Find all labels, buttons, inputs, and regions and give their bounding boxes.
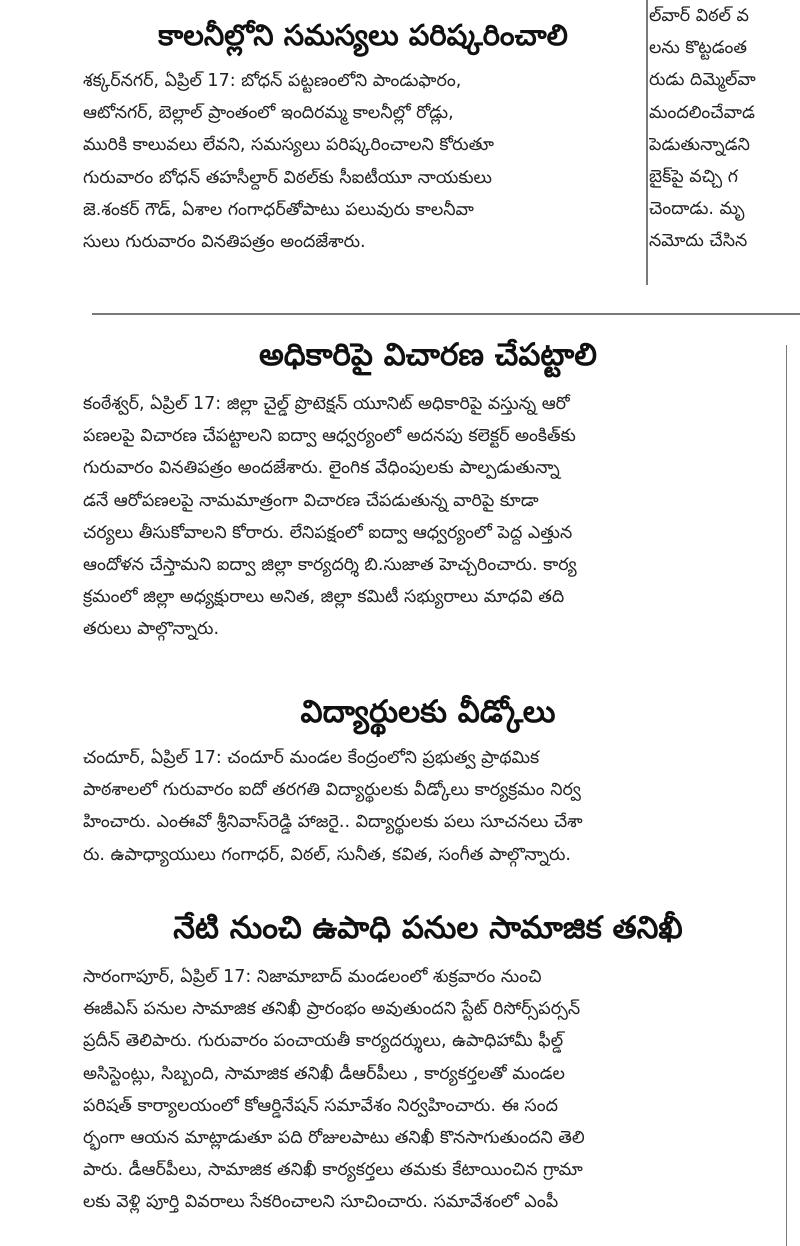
article-line: మందలించేవాడ (649, 102, 755, 123)
article-line: శక్కర్‌నగర్, ఏప్రిల్ 17: బోధన్ పట్టణంలోని పాండుఫారం, (83, 71, 462, 91)
article-line: పణలపై విచారణ చేపట్టాలని ఐద్వా ఆధ్వర్యంలో అదనపు కలెక్టర్ అంకిత్‌కు (83, 426, 576, 447)
article-line: లను కొట్టడంత (649, 38, 747, 59)
article-body-audit (83, 961, 773, 1219)
article-line: డనే ఆరోపణలపై నామమాత్రంగా విచారణ చేపడుతున్న వారిపై కూడా (83, 490, 539, 511)
article-line: నమోదు చేసిన (649, 231, 748, 252)
article-line: చందూర్, ఏప్రిల్ 17: చందూర్ మండల కేంద్రంలోని ప్రభుత్వ ప్రాథమిక (83, 748, 540, 768)
article-right-column-fragment (649, 0, 800, 282)
column-divider (646, 0, 648, 285)
section-divider (92, 313, 800, 315)
headline-colony-problems: కాలనీల్లోని సమస్యలు పరిష్కరించాలి (158, 18, 568, 52)
article-line: తరులు పాల్గొన్నారు. (83, 619, 220, 640)
article-line: లకు వెళ్లి పూర్తి వివరాలు సేకరించాలని సూచించారు. సమావేశంలో ఎంపీ (83, 1192, 559, 1213)
article-line: ల్‌వార్ విఠల్ వ (649, 6, 749, 26)
article-line: బైక్‌పై వచ్చి గ (649, 167, 738, 188)
article-line: జె.శంకర్ గౌడ్, ఏశాల గంగాధర్‌తోపాటు పలువురు కాలనీవా (83, 199, 474, 220)
article-line: కంఠేశ్వర్, ఏప్రిల్ 17: జిల్లా చైల్డ్ ప్రొటెక్షన్ యూనిట్ అధికారిపై వస్తున్న ఆరో (83, 394, 570, 414)
article-line: పాఠశాలలో గురువారం ఐదో తరగతి విద్యార్థులకు వీడ్కోలు కార్యక్రమం నిర్వ (83, 780, 581, 801)
article-line: పారు. డీఆర్‌పీలు, సామాజిక తనిఖీ కార్యకర్తలు తమకు కేటాయించిన గ్రామా (83, 1160, 583, 1181)
article-line: హించారు. ఎంఈవో శ్రీనివాస్‌రెడ్డి హాజరై.. విద్యార్థులకు పలు సూచనలు చేశా (83, 812, 583, 833)
article-line: చర్యలు తీసుకోవాలని కోరారు. లేనిపక్షంలో ఐద్వా ఆధ్వర్యంలో పెద్ద ఎత్తున (83, 522, 573, 543)
article-social-audit (83, 905, 773, 1246)
article-line: చెందాడు. మృ (649, 199, 745, 220)
article-line: ఆటోనగర్, బెల్లాల్ ప్రాంతంలో ఇందిరమ్మ కాలనీల్లో రోడ్లు, (83, 103, 454, 124)
article-line: గురువారం బోధన్ తహసీల్దార్ విఠల్‌కు సీఐటీయూ నాయకులు (83, 167, 492, 188)
article-body-colony (83, 65, 643, 258)
article-line: రు. ఉపాధ్యాయులు గంగాధర్, విఠల్, సునీత, కవిత, సంగీత పాల్గొన్నారు. (83, 844, 571, 865)
article-line: సులు గురువారం వినతిపత్రం అందజేశారు. (83, 232, 366, 253)
article-body-officer (83, 388, 773, 646)
article-line: ర్భంగా ఆయన మాట్లాడుతూ పది రోజులపాటు తనిఖీ కొనసాగుతుందని తెలి (83, 1128, 585, 1149)
article-line: ఈజీఎస్ పనుల సామాజిక తనిఖీ ప్రారంభం అవుతుందని స్టేట్ రిసోర్స్‌పర్సన్ (83, 999, 581, 1020)
headline-social-audit: నేటి నుంచి ఉపాధి పనుల సామాజిక తనిఖీ (173, 910, 683, 946)
article-line: మురికి కాలువలు లేవని, సమస్యలు పరిష్కరించాలని కోరుతూ (83, 135, 494, 156)
article-body-right (649, 0, 800, 258)
article-line: సారంగాపూర్, ఏప్రిల్ 17: నిజామాబాద్ మండలంలో శుక్రవారం నుంచి (83, 967, 542, 987)
article-line: పెడుతున్నాడని (649, 134, 750, 155)
article-line: పరిషత్ కార్యాలయంలో కోఆర్డినేషన్ సమావేశం నిర్వహించారు. ఈ సంద (83, 1095, 558, 1116)
headline-officer-inquiry: అధికారిపై విచారణ చేపట్టాలి (258, 337, 597, 373)
article-line: ప్రదీన్ తెలిపారు. గురువారం పంచాయతీ కార్యదర్శులు, ఉపాధిహామీ ఫీల్డ్ (83, 1031, 564, 1052)
article-line: ఆందోళన చేస్తామని ఐద్వా జిల్లా కార్యదర్శి బి.సుజాత హెచ్చరించారు. కార్య (83, 555, 577, 576)
article-students-farewell (83, 690, 773, 900)
article-line: రుడు దిమ్మెల్‌వా (649, 70, 756, 91)
article-line: అసిస్టెంట్లు, సిబ్బంది, సామాజిక తనిఖీ డీఆర్‌పీలు , కార్యకర్తలతో మండల (83, 1063, 565, 1084)
column-divider-right (786, 345, 787, 1246)
article-colony-problems (83, 0, 643, 305)
headline-students-farewell: విద్యార్థులకు వీడ్కోలు (300, 694, 556, 730)
article-body-students (83, 742, 773, 871)
article-officer-inquiry (83, 325, 773, 685)
article-line: గురువారం వినతిపత్రం అందజేశారు. లైంగిక వేధింపులకు పాల్పడుతున్నా (83, 458, 560, 479)
article-line: క్రమంలో జిల్లా అధ్యక్షురాలు అనిత, జిల్లా కమిటీ సభ్యురాలు మాధవి తది (83, 587, 565, 608)
